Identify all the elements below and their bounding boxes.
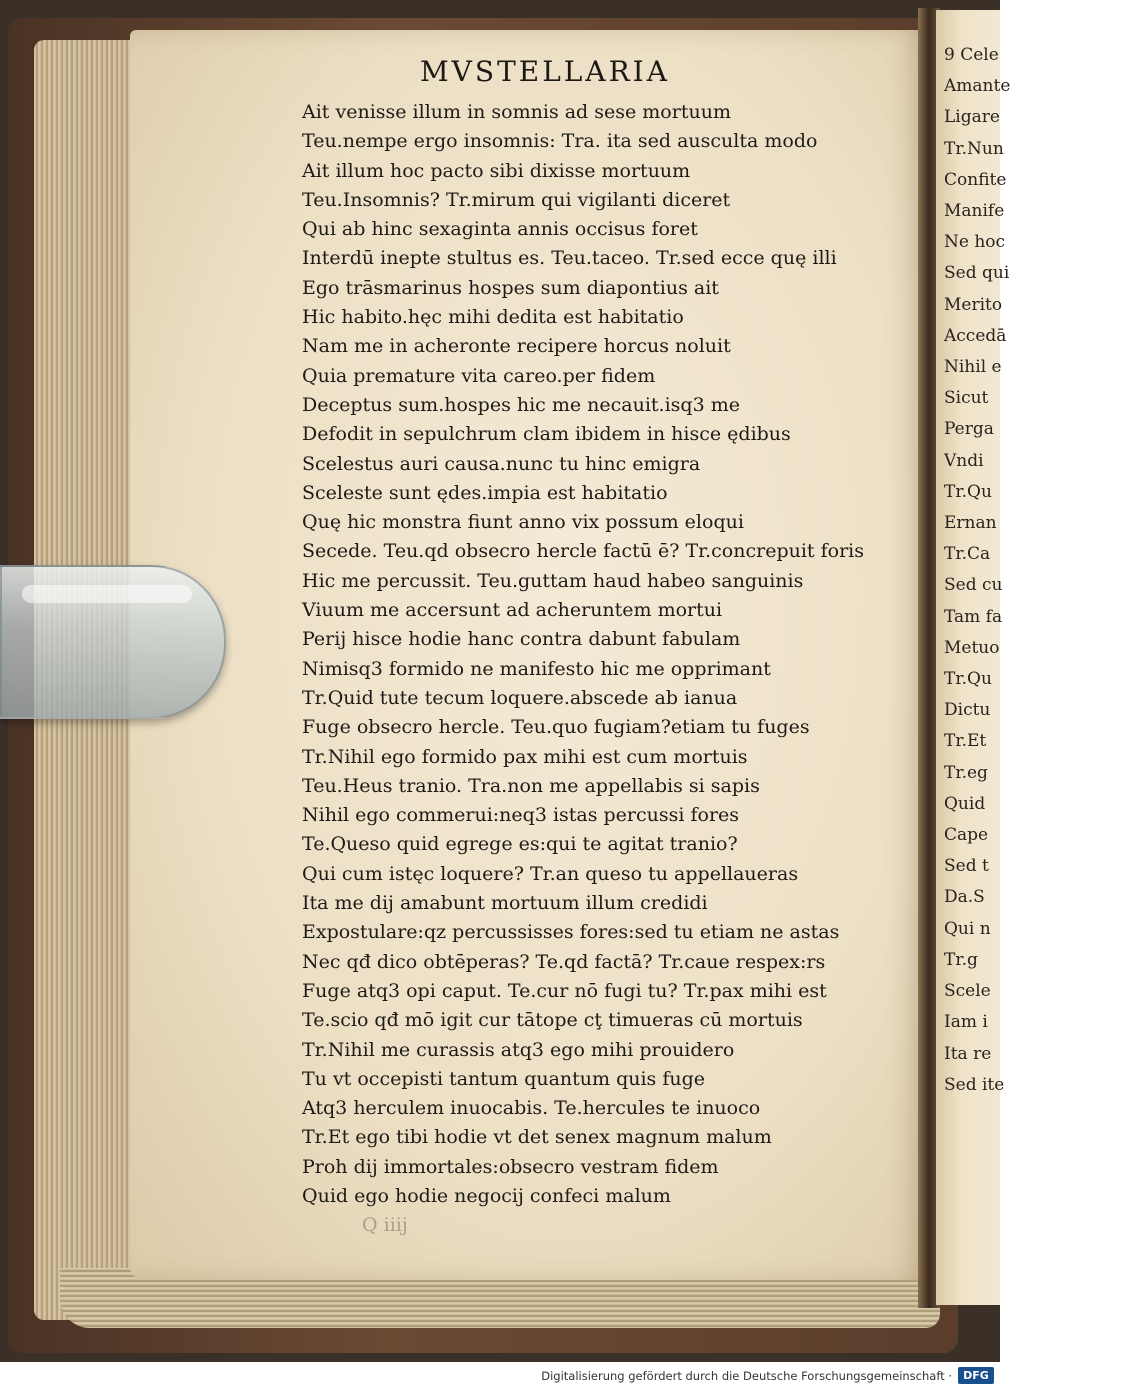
verse-line: Tr.Nihil ego formido pax mihi est cum mortuis [302, 745, 748, 768]
facing-page-line: Tr.Qu [944, 481, 992, 502]
verse-line: Defodit in sepulchrum clam ibidem in hisce ędibus [302, 423, 791, 446]
facing-page-line: Confite [944, 169, 1007, 190]
verse-line: Interdū inepte stultus es. Teu.taceo. Tr.sed ecce quę illi [302, 247, 837, 270]
verse-line: Ita me dij amabunt mortuum illum credidi [302, 892, 708, 915]
facing-page-line: Tr.Et [944, 731, 987, 752]
verse-line: Tr.Et ego tibi hodie vt det senex magnum malum [302, 1126, 772, 1149]
verse-line: Teu.nempe ergo insomnis: Tra. ita sed ausculta modo [302, 130, 818, 153]
verse-line: Quid ego hodie negocij confeci malum [302, 1184, 671, 1207]
page-holder-clip [0, 565, 226, 719]
verse-line: Sceleste sunt ędes.impia est habitatio [302, 481, 668, 504]
facing-page-line: Metuo [944, 637, 1000, 658]
facing-page [936, 10, 1011, 1305]
verse-text [302, 98, 882, 1241]
verse-line: Nihil ego commerui:neq3 istas percussi fores [302, 804, 740, 827]
facing-page-line: Ita re [944, 1043, 992, 1064]
facing-page-line: Tam fa [944, 606, 1003, 627]
facing-page-line: Dictu [944, 700, 991, 721]
verse-line: Atq3 herculem inuocabis. Te.hercules te inuoco [302, 1097, 761, 1120]
facing-page-line: Sed cu [944, 575, 1003, 596]
facing-page-line: Vndi [944, 450, 984, 471]
facing-page-line: Quid [944, 793, 986, 814]
facing-page-line: Ligare [944, 107, 1000, 128]
facing-page-line: Sed t [944, 856, 989, 877]
signature-mark: Q iiij [362, 1214, 408, 1237]
facing-page-line: Sed ite [944, 1074, 1005, 1095]
clip-shine [22, 585, 192, 603]
facing-page-line: Merito [944, 294, 1003, 315]
facing-page-line: Sicut [944, 388, 989, 409]
facing-page-line: 9 Cele [944, 45, 999, 65]
facing-page-line: Sed qui [944, 263, 1010, 284]
verse-line: Viuum me accersunt ad acheruntem mortui [302, 599, 723, 622]
verse-line: Ait venisse illum in somnis ad sese mortuum [302, 101, 731, 123]
verse-line: Qui ab hinc sexaginta annis occisus foret [302, 218, 698, 241]
verse-line: Tr.Quid tute tecum loquere.abscede ab ianua [302, 686, 738, 709]
facing-page-line: Accedā [944, 325, 1007, 346]
verse-line: Scelestus auri causa.nunc tu hinc emigra [302, 452, 701, 475]
verse-line: Quę hic monstra fiunt anno vix possum eloqui [302, 511, 744, 534]
running-head: MVSTELLARIA [420, 55, 670, 88]
verse-line: Expostulare:qz percussisses fores:sed tu etiam ne astas [302, 921, 840, 944]
verse-line: Tr.Nihil me curassis atq3 ego mihi prouidero [302, 1038, 735, 1061]
verse-line: Hic me percussit. Teu.guttam haud habeo sanguinis [302, 569, 804, 592]
verse-line: Secede. Teu.qd obsecro hercle factū ē? Tr.concrepuit foris [302, 540, 864, 563]
verse-line: Fuge atq3 opi caput. Te.cur nō fugi tu? Tr.pax mihi est [302, 979, 827, 1002]
facing-page-line: Tr.g [944, 949, 978, 970]
facing-page-line: Perga [944, 419, 994, 440]
verse-line: Te.scio qđ mō igit cur tātope cţ timueras cū mortuis [302, 1009, 803, 1032]
facing-page-line: Scele [944, 981, 991, 1002]
verse-line: Nec qđ dico obtēperas? Te.qd factā? Tr.caue respex:rs [302, 950, 826, 973]
verse-line: Fuge obsecro hercle. Teu.quo fugiam?etiam tu fuges [302, 716, 810, 739]
facing-page-line: Iam i [944, 1012, 988, 1033]
facing-page-line: Amante [944, 76, 1011, 97]
facing-page-line: Ne hoc [944, 232, 1006, 253]
verse-line: Ego trāsmarinus hospes sum diapontius ait [302, 276, 719, 299]
verse-line: Qui cum istęc loquere? Tr.an queso tu appellaueras [302, 862, 799, 885]
facing-page-line: Ernan [944, 513, 997, 534]
verse-line: Tu vt occepisti tantum quantum quis fuge [302, 1067, 706, 1090]
facing-page-line: Da.S [944, 887, 985, 908]
facing-page-text [944, 40, 1144, 1101]
verse-line: Quia premature vita careo.per fidem [302, 364, 656, 387]
verse-line: Teu.Heus tranio. Tra.non me appellabis si sapis [302, 774, 760, 797]
facing-page-line: Nihil e [944, 357, 1002, 378]
verse-line: Nimisq3 formido ne manifesto hic me opprimant [302, 657, 771, 680]
verse-line: Proh dij immortales:obsecro vestram fidem [302, 1155, 719, 1178]
verse-line: Ait illum hoc pacto sibi dixisse mortuum [302, 159, 691, 182]
footer [0, 1362, 1000, 1389]
facing-page-line: Qui n [944, 918, 991, 939]
footer-credit: Digitalisierung gefördert durch die Deutsche Forschungsgemeinschaft · [541, 1369, 952, 1383]
facing-page-line: Tr.Ca [944, 544, 991, 565]
verse-line: Teu.Insomnis? Tr.mirum qui vigilanti diceret [302, 188, 731, 211]
facing-page-line: Tr.Nun [944, 138, 1004, 159]
verse-line: Nam me in acheronte recipere horcus noluit [302, 335, 731, 358]
verse-line: Hic habito.hęc mihi dedita est habitatio [302, 306, 684, 329]
verse-line: Te.Queso quid egrege es:qui te agitat tranio? [302, 833, 738, 856]
dfg-logo: DFG [958, 1367, 994, 1384]
facing-page-line: Tr.Qu [944, 669, 992, 690]
facing-page-line: Tr.eg [944, 762, 988, 783]
facing-page-line: Manife [944, 201, 1005, 222]
verse-line: Perij hisce hodie hanc contra dabunt fabulam [302, 628, 741, 651]
verse-line: Deceptus sum.hospes hic me necauit.isq3 me [302, 393, 740, 416]
facing-page-line: Cape [944, 825, 989, 846]
